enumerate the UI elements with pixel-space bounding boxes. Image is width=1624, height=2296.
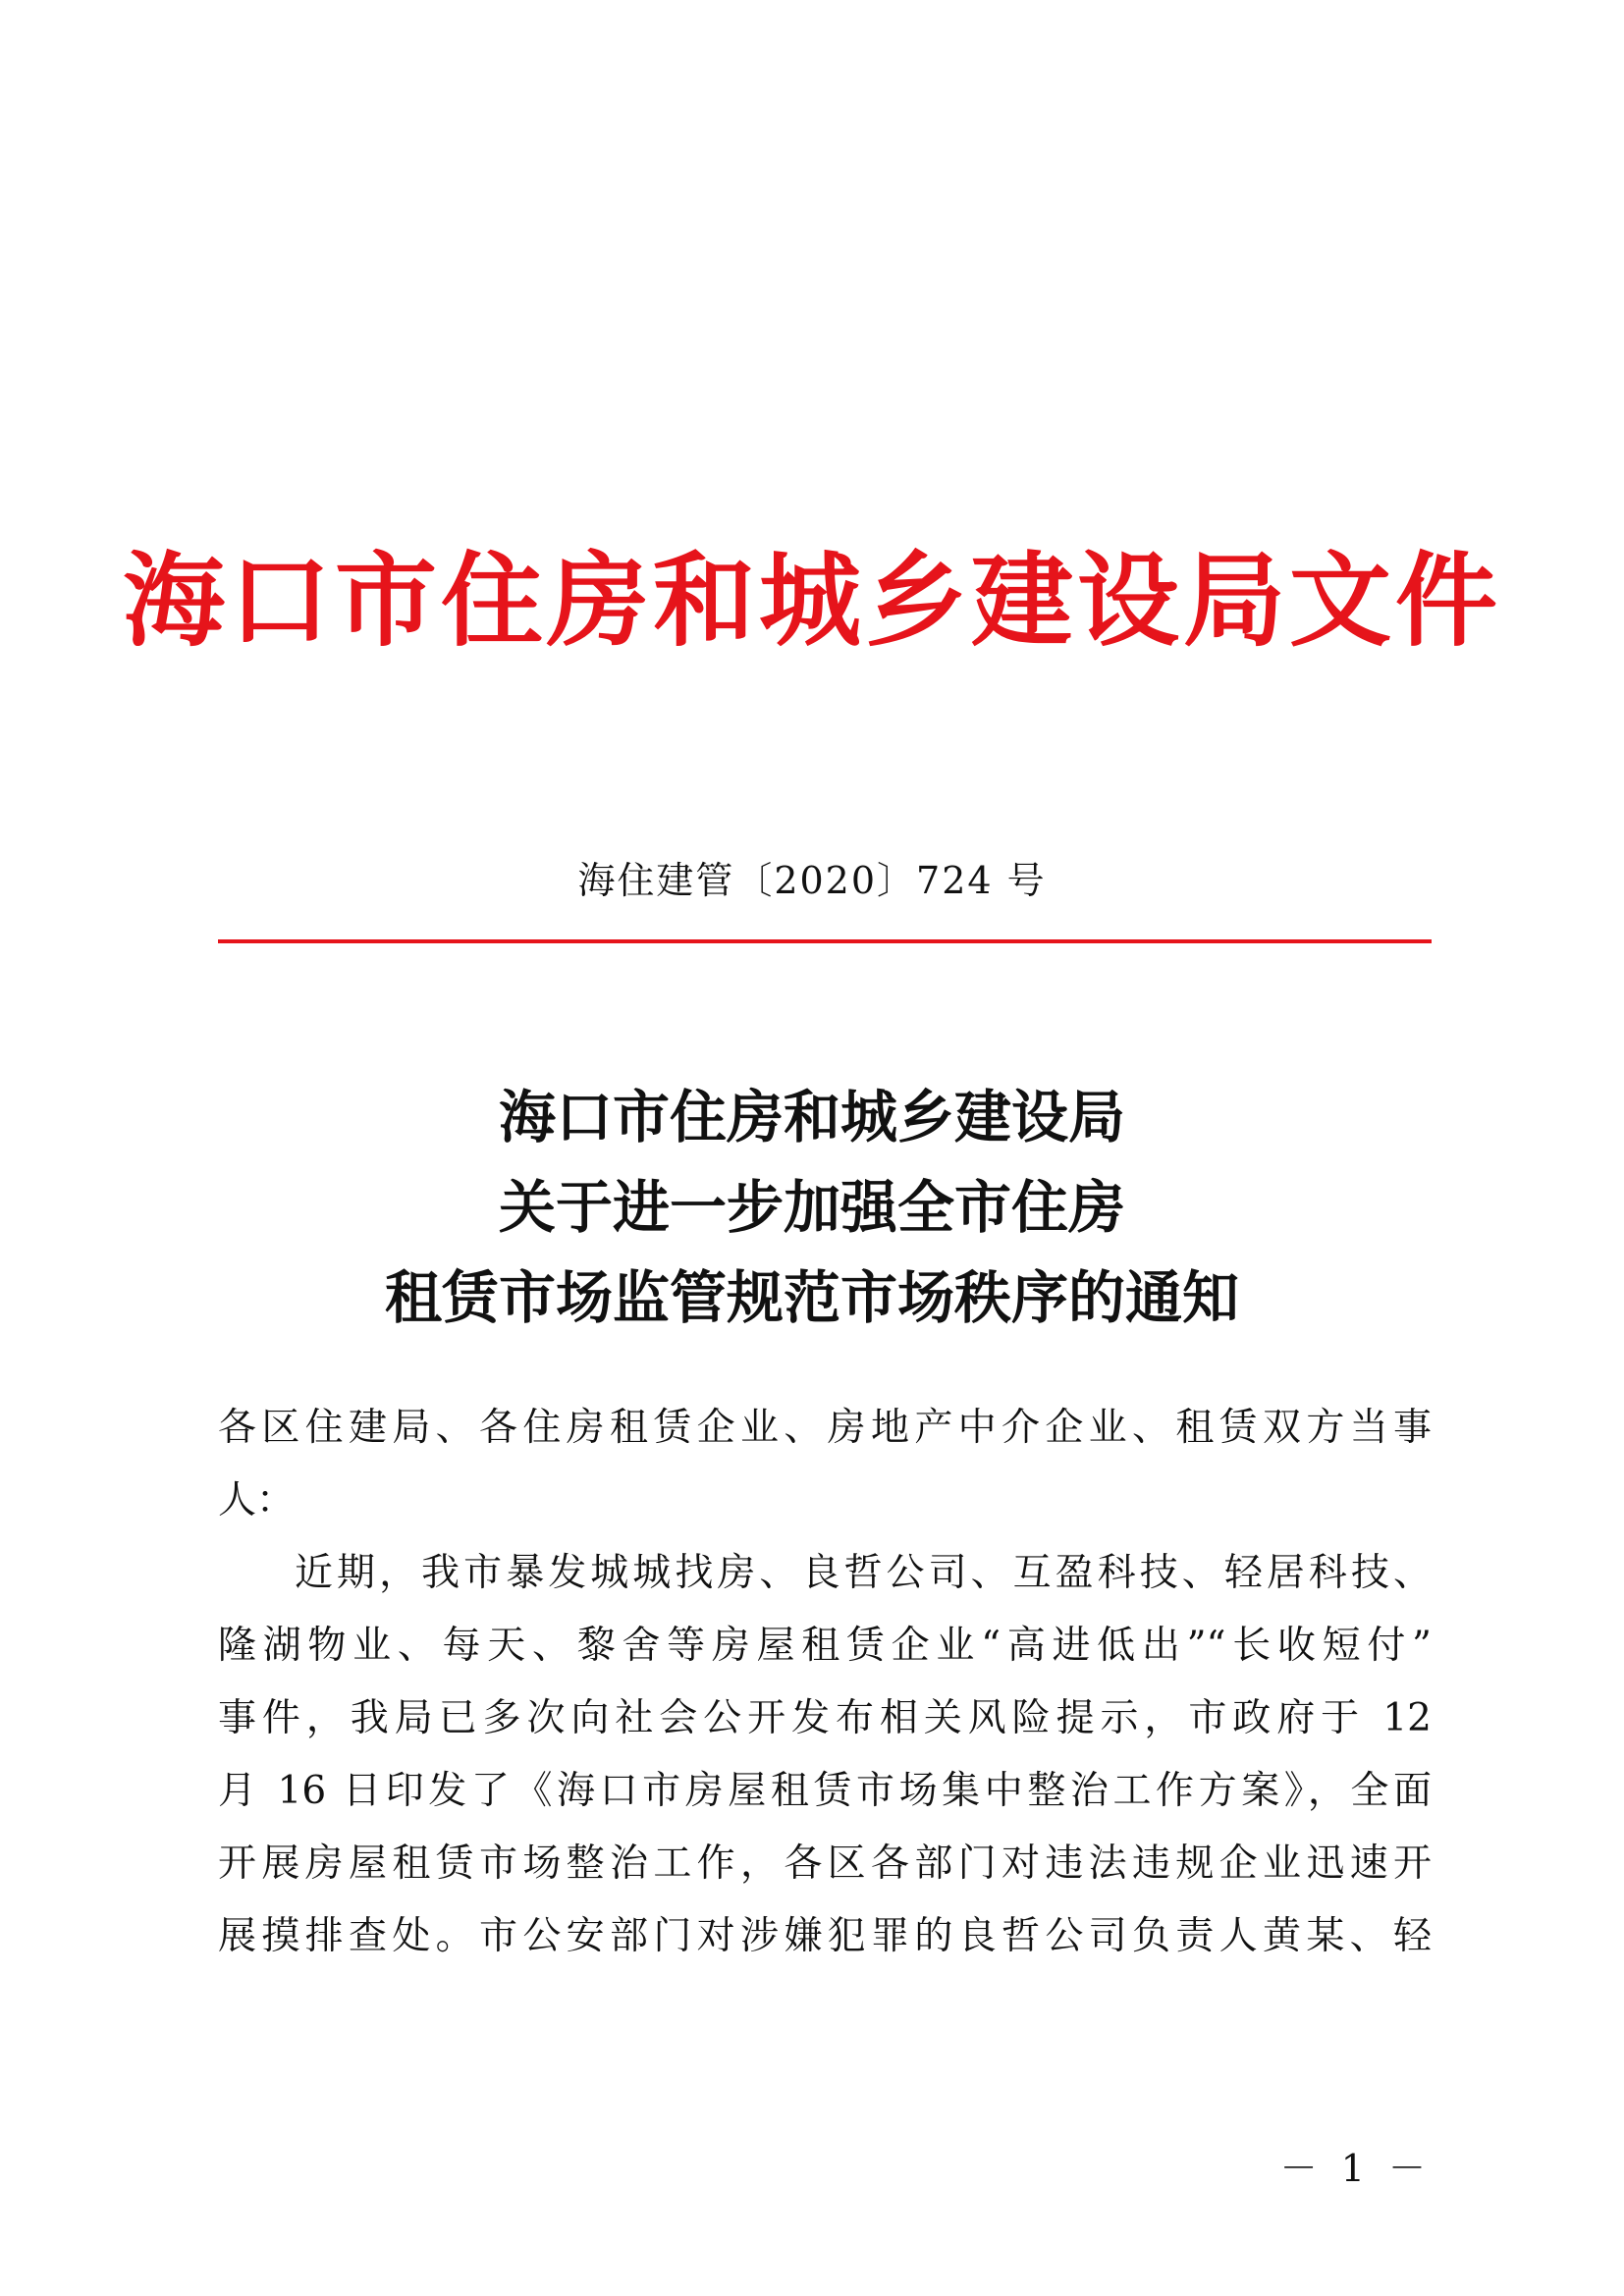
addressee-line-2: 人：: [218, 1478, 296, 1522]
addressee-line-1: 各区住建局、各住房租赁企业、房地产中介企业、租赁双方当事: [218, 1406, 1432, 1450]
masthead-title: 海口市住房和城乡建设局文件: [122, 540, 1501, 661]
paragraph-line-5: 开展房屋租赁市场整治工作，各区各部门对违法违规企业迅速开: [218, 1842, 1432, 1886]
notice-title: [0, 1072, 1624, 1343]
document-number: 海住建管〔2020〕724 号: [577, 859, 1047, 902]
red-divider-rule: [218, 939, 1432, 943]
title-line-3: 租赁市场监管规范市场秩序的通知: [384, 1264, 1239, 1331]
body-text: [218, 1392, 1432, 1973]
paragraph-line-3: 事件，我局已多次向社会公开发布相关风险提示，市政府于 12: [218, 1696, 1432, 1740]
title-line-2: 关于进一步加强全市住房: [498, 1174, 1125, 1241]
paragraph-line-6: 展摸排查处。市公安部门对涉嫌犯罪的良哲公司负责人黄某、轻: [218, 1914, 1432, 1958]
paragraph-line-1: 近期，我市暴发城城找房、良哲公司、互盈科技、轻居科技、: [295, 1551, 1432, 1595]
paragraph-line-4: 月 16 日印发了《海口市房屋租赁市场集中整治工作方案》，全面: [218, 1769, 1432, 1813]
paragraph-line-2: 隆湖物业、每天、黎舍等房屋租赁企业“高进低出”“长收短付”: [218, 1624, 1432, 1668]
title-line-1: 海口市住房和城乡建设局: [498, 1084, 1125, 1150]
page-number: － 1 －: [1279, 2147, 1432, 2190]
